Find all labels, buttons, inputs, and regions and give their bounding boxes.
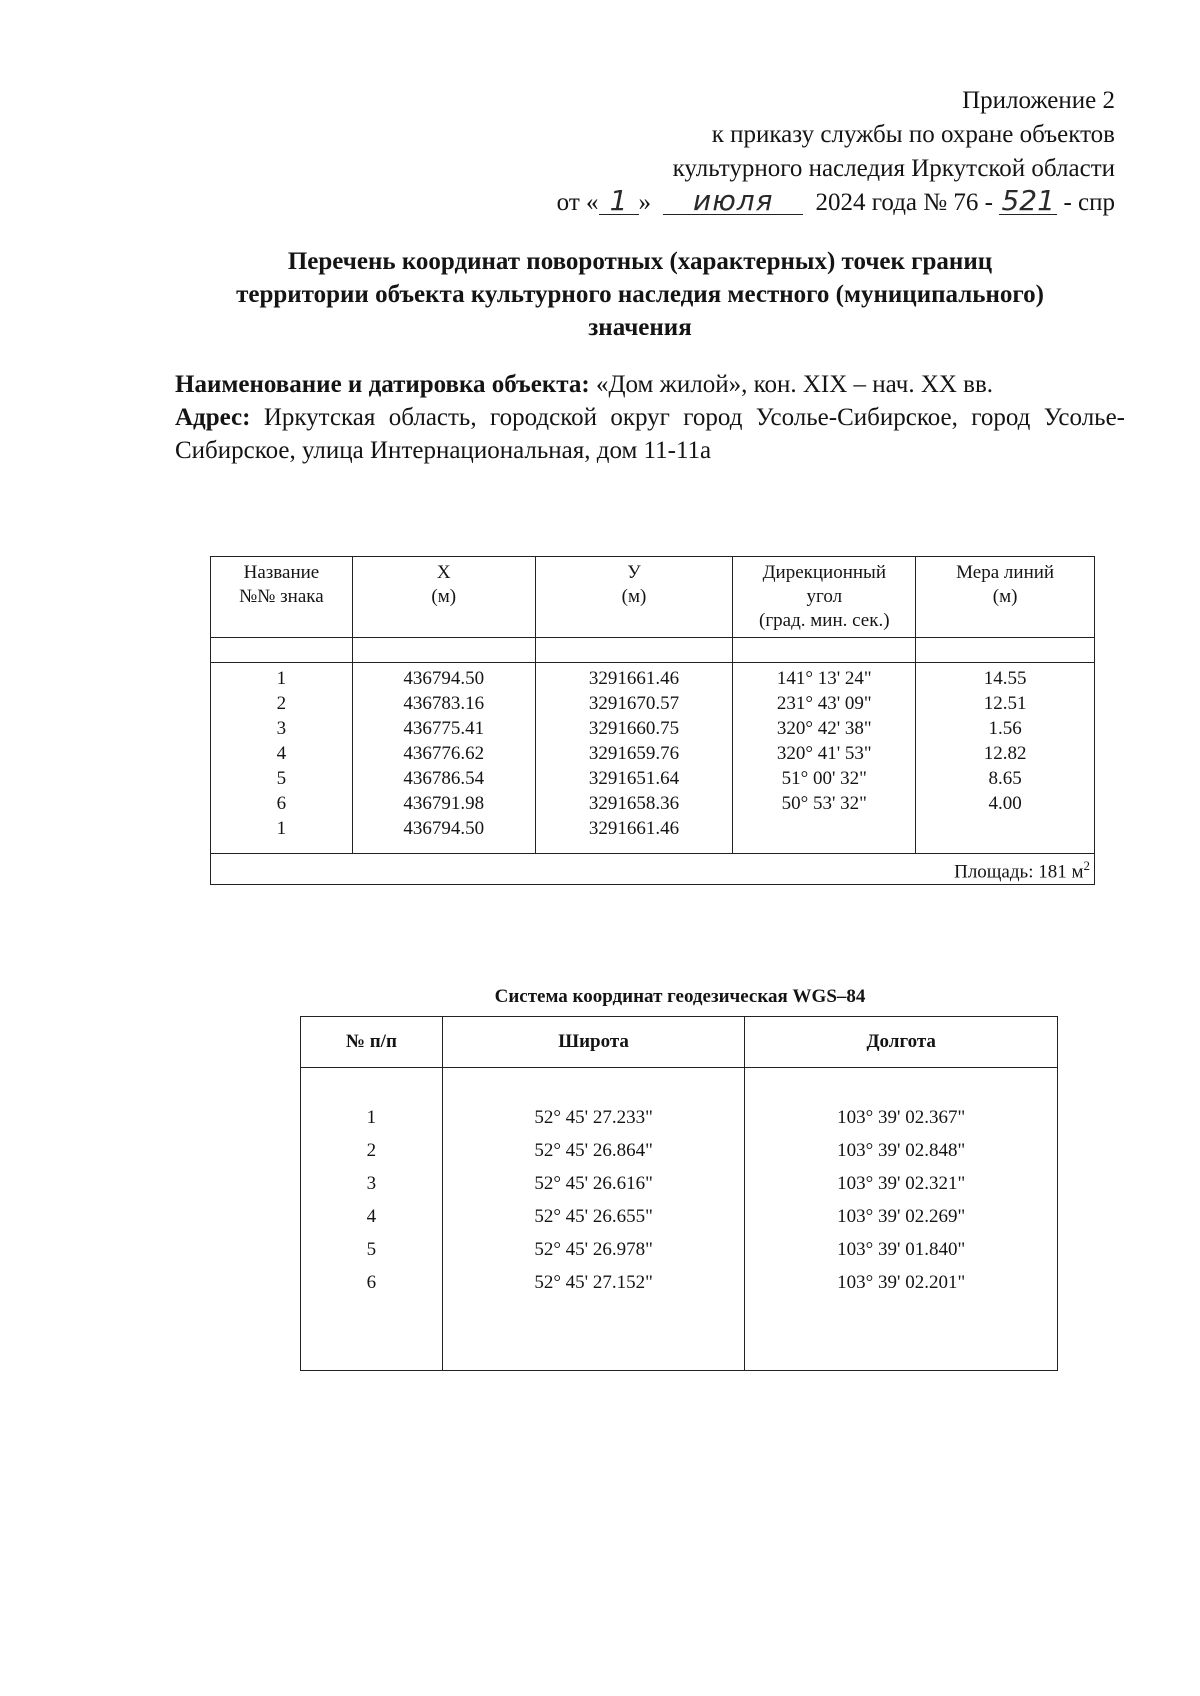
empty-cell	[535, 638, 733, 663]
header-text: Дирекционный	[762, 562, 886, 583]
angle-value: 320° 41' 53"	[776, 743, 872, 764]
y-value: 3291661.46	[588, 668, 680, 689]
header-text: У	[627, 562, 641, 583]
latitude-value: 52° 45' 27.152"	[534, 1272, 653, 1293]
row-number: 3	[366, 1173, 377, 1194]
y-value: 3291660.75	[588, 718, 680, 739]
x-column	[352, 663, 535, 854]
appendix-line-3: культурного наследия Иркутской области	[672, 155, 1115, 182]
x-value: 436783.16	[403, 693, 485, 714]
object-name-value: «Дом жилой», кон. XIX – нач. XX вв.	[595, 371, 994, 398]
order-date-line	[557, 186, 1115, 220]
length-column	[916, 663, 1095, 854]
header-text: №№ знака	[239, 586, 324, 607]
angle-value: 141° 13' 24"	[776, 668, 872, 689]
area-cell	[211, 854, 1095, 885]
longitude-value: 103° 39' 02.367"	[837, 1107, 966, 1128]
y-value: 3291658.36	[588, 793, 680, 814]
title-line-2: территории объекта культурного наследия местного (муниципального)	[236, 281, 1044, 308]
object-name-label: Наименование и датировка объекта:	[175, 371, 590, 398]
area-row	[211, 854, 1095, 885]
x-value: 436794.50	[403, 668, 485, 689]
header-direction-angle	[733, 557, 916, 638]
header-point-name	[211, 557, 353, 638]
area-unit-superscript: 2	[1083, 858, 1090, 873]
object-info	[175, 368, 1125, 467]
header-longitude: Долгота	[745, 1017, 1058, 1068]
longitude-value: 103° 39' 02.848"	[837, 1140, 966, 1161]
empty-cell	[352, 638, 535, 663]
area-label: Площадь: 181 м	[954, 861, 1084, 883]
row-number: 5	[366, 1239, 377, 1260]
angle-value: 51° 00' 32"	[781, 768, 867, 789]
header-line-length	[916, 557, 1095, 638]
y-column	[535, 663, 733, 854]
point-number: 3	[276, 718, 287, 739]
length-value: 12.51	[983, 693, 1027, 714]
header-x	[352, 557, 535, 638]
handwritten-month: июля	[663, 188, 803, 215]
header-text: (м)	[621, 586, 647, 607]
point-number: 4	[276, 743, 287, 764]
year-text: 2024 года № 76 -	[815, 189, 993, 216]
address-label: Адрес:	[175, 404, 251, 431]
x-value: 436775.41	[403, 718, 485, 739]
angle-value: 50° 53' 32"	[781, 793, 867, 814]
empty-cell	[211, 638, 353, 663]
title-line-1: Перечень координат поворотных (характерных) точек границ	[287, 248, 993, 275]
y-value: 3291661.46	[588, 818, 680, 839]
latitude-value: 52° 45' 26.616"	[534, 1173, 653, 1194]
document-title	[160, 245, 1120, 344]
length-value: 1.56	[988, 718, 1022, 739]
handwritten-order-number: 521	[999, 188, 1057, 215]
x-value: 436776.62	[403, 743, 485, 764]
row-number: 1	[366, 1107, 377, 1128]
empty-cell	[733, 638, 916, 663]
appendix-header	[557, 84, 1115, 220]
appendix-line-2: к приказу службы по охране объектов	[711, 121, 1115, 148]
coordinates-data	[211, 663, 1095, 854]
latitude-value: 52° 45' 26.655"	[534, 1206, 653, 1227]
order-suffix: - спр	[1063, 189, 1115, 216]
x-value: 436791.98	[403, 793, 485, 814]
longitude-value: 103° 39' 02.321"	[837, 1173, 966, 1194]
header-text: (м)	[992, 586, 1018, 607]
latitude-value: 52° 45' 26.978"	[534, 1239, 653, 1260]
longitude-value: 103° 39' 01.840"	[837, 1239, 966, 1260]
length-value: 12.82	[983, 743, 1027, 764]
point-number: 1	[276, 668, 287, 689]
length-value: 8.65	[988, 768, 1022, 789]
point-number: 1	[276, 818, 287, 839]
row-number: 2	[366, 1140, 377, 1161]
object-name	[175, 368, 1125, 401]
header-latitude: Широта	[442, 1017, 745, 1068]
angle-value: 320° 42' 38"	[776, 718, 872, 739]
header-text: угол	[806, 586, 843, 607]
point-number: 6	[276, 793, 287, 814]
y-value: 3291659.76	[588, 743, 680, 764]
longitude-value: 103° 39' 02.269"	[837, 1206, 966, 1227]
date-prefix: от «	[556, 189, 599, 216]
point-number: 2	[276, 693, 287, 714]
handwritten-day: 1	[599, 188, 639, 215]
longitude-value: 103° 39' 02.201"	[837, 1272, 966, 1293]
header-y	[535, 557, 733, 638]
coordinates-table-header	[211, 557, 1095, 638]
wgs-table-data	[301, 1068, 1058, 1371]
header-text: X	[436, 562, 451, 583]
angle-value: 231° 43' 09"	[776, 693, 872, 714]
header-number: № п/п	[301, 1017, 443, 1068]
y-value: 3291651.64	[588, 768, 680, 789]
wgs-table-caption: Система координат геодезическая WGS–84	[494, 986, 866, 1007]
row-number: 4	[366, 1206, 377, 1227]
length-value: 4.00	[988, 793, 1022, 814]
empty-cell	[916, 638, 1095, 663]
x-value: 436786.54	[403, 768, 485, 789]
latitude-column	[442, 1068, 745, 1371]
point-number: 5	[276, 768, 287, 789]
latitude-value: 52° 45' 27.233"	[534, 1107, 653, 1128]
header-text: (град. мин. сек.)	[759, 610, 890, 631]
angle-column	[733, 663, 916, 854]
latitude-value: 52° 45' 26.864"	[534, 1140, 653, 1161]
object-address	[175, 401, 1125, 467]
header-text: Название	[243, 562, 320, 583]
x-value: 436794.50	[403, 818, 485, 839]
y-value: 3291670.57	[588, 693, 680, 714]
header-text: (м)	[431, 586, 457, 607]
length-value: 14.55	[983, 668, 1027, 689]
coordinates-table	[210, 556, 1095, 885]
title-line-3: значения	[588, 314, 692, 341]
point-number-column	[211, 663, 353, 854]
wgs-coordinates-table	[300, 1016, 1058, 1371]
wgs-table-header	[301, 1017, 1058, 1068]
empty-row	[211, 638, 1095, 663]
row-number: 6	[366, 1272, 377, 1293]
address-value: Иркутская область, городской округ город Усолье-Сибирское, город Усолье-Сибирское, улица Интернациональная, дом 11-11а	[175, 404, 1126, 464]
wgs-number-column	[301, 1068, 443, 1371]
header-text: Мера линий	[956, 562, 1055, 583]
longitude-column	[745, 1068, 1058, 1371]
appendix-title: Приложение 2	[962, 87, 1115, 114]
date-mid: »	[638, 189, 652, 216]
